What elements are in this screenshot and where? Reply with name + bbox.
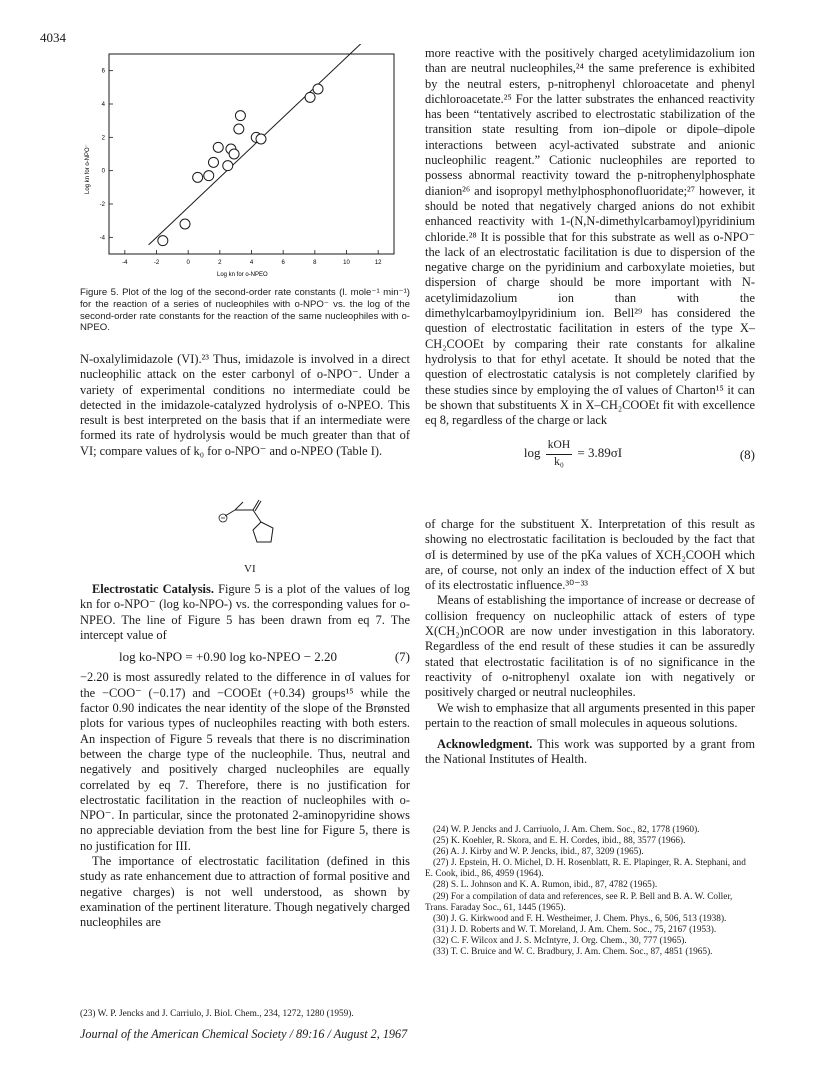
equation-number: (7) — [394, 649, 410, 665]
x-tick-label: 2 — [218, 260, 222, 266]
references-list — [425, 825, 755, 958]
y-tick-label: 2 — [101, 135, 105, 142]
plot-frame — [109, 54, 394, 254]
x-tick-label: 4 — [249, 260, 254, 266]
left-column-bottom — [80, 582, 410, 931]
footnote-23: (23) W. P. Jencks and J. Carriulo, J. Biol. Chem., 234, 1272, 1280 (1959). — [80, 1009, 354, 1019]
right-column-bottom — [425, 517, 755, 768]
x-tick-label: 10 — [343, 260, 350, 266]
x-tick-label: 12 — [374, 260, 382, 266]
ack-heading: Acknowledgment. — [437, 737, 533, 752]
ack-text: This work was supported by a grant from the National Institutes of Health. — [425, 737, 756, 767]
right-column-top — [425, 46, 755, 476]
page-number: 4034 — [40, 30, 66, 45]
data-point — [209, 157, 219, 167]
reference-item: (32) C. F. Wilcox and J. S. McIntyre, J. Org. Chem., 30, 777 (1965). — [433, 935, 687, 946]
data-point — [305, 92, 315, 102]
fraction-denominator: k₀ — [554, 455, 564, 468]
x-tick-label: 6 — [281, 260, 285, 266]
structure-label: VI — [244, 563, 256, 575]
data-point — [158, 236, 168, 246]
figure-caption: Figure 5. Plot of the log of the second-order rate constants (l. mole⁻¹ min⁻¹) for the reaction of a series of nucleophiles with o-NPO⁻ vs. the log of the second-order rate constants for the reaction of the same nucleophiles with o-NPEO. — [80, 287, 410, 334]
section-heading: Electrostatic Catalysis. — [92, 582, 214, 596]
equation-7 — [80, 649, 410, 664]
paragraph-text: Figure 5 is a plot of the values of log kn for o-NPO⁻ (log ko-NPO-) vs. the corresponding values for o-NPEO. The line of Figure 5 has been drawn from eq 7. The intercept value of — [80, 582, 410, 642]
x-tick-label: 0 — [186, 260, 190, 266]
paragraph: −2.20 is most assuredly related to the difference in σI values for the −COO⁻ (−0.17) and −COOEt (+0.34) groups¹⁵ while the factor 0.90 indicates the near identity of the slope of the Brønsted plots for various types of nucleophiles reacting with both esters. An inspection of Figure 5 reveals that there is no discrimination between the charge type of the nucleophile. Thus, neutral and negatively and positively charged nucleophiles are equally correlated by eq 7. Therefore, there is no justification for electrostatic facilitation in the reaction of nucleophiles with o-NPO⁻. In particular, since the protonated 2-aminopyridine shows no appreciable deviation from the best line for Figure 5, there is no justification for III. — [80, 670, 410, 853]
y-tick-label: 0 — [101, 168, 105, 175]
reference-item: (27) J. Epstein, H. O. Michel, D. H. Rosenblatt, R. E. Plapinger, R. A. Stephani, and E. Cook, ibid., 86, 4959 (1964). — [425, 858, 746, 880]
y-axis-label: Log kn for o-NPO⁻ — [85, 144, 91, 194]
y-tick-label: 4 — [101, 102, 105, 108]
structure-vi-diagram — [215, 494, 295, 562]
data-point — [213, 142, 223, 152]
equation-8 — [425, 438, 755, 470]
data-point — [229, 149, 239, 159]
reference-item: (24) W. P. Jencks and J. Carriuolo, J. Am. Chem. Soc., 82, 1778 (1960). — [433, 825, 700, 835]
equation-log: log — [523, 445, 541, 461]
paragraph: more reactive with the positively charged acetylimidazolium ion than are neutral nucleophiles,²⁴ the same preference is exhibited by the neutral esters, p-nitrophenyl chloroacetate and phenyl dichloroacetate.²⁵ For the latter substrates the enhanced reactivity has been “tentatively ascribed to electrostatic stabilization of the transition state resulting from ion–dipole or dipole–dipole interactions between acyl-activated substrate and anionic nucleophilic reagent.” Cationic nucleophiles are reported to possess abnormal reactivity toward the p-nitrophenylphosphate dianion²⁶ and isopropyl methylphosphonofluoridate;²⁷ however, it should be noted that negatively charged anions do not exhibit enhanced reactivity with 1-(N,N-dimethylcarbamoyl)pyridinium chloride.²⁸ It is possible that for this substrate as well as o-NPO⁻ the lack of an electrostatic facilitation is due to dispersion of the negative charge on the pyridinium and carboxylate moieties, but dispersion of charge should be more important with N-acetylimidazolium ion than with the dimethylcarbamoylpyridinium ion. Bell²⁹ has considered the question of electrostatic facilitation in esters of the type X–CH₂COOEt by comparing their rate constants for alkaline hydrolysis to that for ethyl acetate. It should be noted that the question of electrostatic catalysis is not completely clarified by these studies since by employing the σI values of Charton¹⁵ it can be shown that substituents X in X–CH₂COOEt fit with excellence eq 8, regardless of the charge or lack — [425, 46, 755, 428]
left-column-top — [80, 352, 410, 459]
reference-item: (30) J. G. Kirkwood and F. H. Westheimer, J. Chem. Phys., 6, 506, 513 (1938). — [433, 913, 727, 924]
equation-text: log ko-NPO = +0.90 log ko-NPEO − 2.20 — [118, 649, 338, 665]
x-tick-label: -4 — [122, 260, 128, 266]
data-point — [180, 219, 190, 229]
y-tick-label: 6 — [101, 68, 105, 75]
paragraph: Means of establishing the importance of increase or decrease of collision frequency on nucleophilic attack of esters of type X(CH₂)nCOOR are now under investigation in this laboratory. Regardless of the end result of these studies it can be assuredly stated that electrostatic facilitation is of no significance in the reactivity of o-nitrophenyl oxalate ion with negatively or positively charged or neutral nucleophiles. — [425, 593, 755, 700]
acknowledgment — [425, 737, 755, 768]
figure-5-scatter-plot — [77, 44, 407, 284]
y-tick-label: -4 — [99, 235, 105, 242]
equation-rhs: = 3.89σI — [577, 445, 623, 461]
paragraph — [80, 582, 410, 643]
x-tick-label: -2 — [153, 260, 160, 266]
reference-item: (26) A. J. Kirby and W. P. Jencks, ibid., 87, 3209 (1965). — [433, 847, 644, 858]
reference-item: (29) For a compilation of data and references, see R. P. Bell and B. A. W. Coller, Trans. Faraday Soc., 61, 1445 (1965). — [425, 891, 733, 913]
paragraph: The importance of electrostatic facilitation (defined in this study as rate enhancement due to attraction of formal positive and negative charges) is not well understood, as shown by examination of the pertinent literature. Though negatively charged nucleophiles are — [80, 854, 410, 930]
paragraph: We wish to emphasize that all arguments presented in this paper pertain to the reaction of small molecules in aqueous solutions. — [425, 700, 755, 730]
data-point — [234, 124, 244, 134]
paragraph: N-oxalylimidazole (VI).²³ Thus, imidazole is involved in a direct nucleophilic attack on the ester carbonyl of o-NPO⁻. Under a variety of experimental conditions no intermediate could be detected in the imidazole-catalyzed hydrolysis of o-NPEO. This result is best interpreted on the basis that if an intermediate were formed its rate of hydrolysis would be much greater than that of VI; compare values of k₀ for o-NPO⁻ and o-NPEO (Table I). — [80, 352, 410, 458]
reference-item: (28) S. L. Johnson and K. A. Rumon, ibid., 87, 4782 (1965). — [433, 880, 658, 891]
data-point — [235, 111, 245, 121]
data-point — [223, 161, 233, 171]
data-point — [313, 84, 323, 94]
journal-footer: Journal of the American Chemical Society / 89:16 / August 2, 1967 — [80, 1027, 408, 1041]
paragraph: of charge for the substituent X. Interpretation of this result as showing no electrostatic facilitation is beclouded by the fact that σI is determined by use of the pKa values of XCH₂COOH which are, of course, not only an index of the induction effect of X but of its electrostatic influence.³⁰⁻³³ — [425, 517, 755, 593]
data-point — [204, 171, 214, 181]
fraction-numerator: kOH — [546, 438, 572, 454]
equation-fraction — [546, 438, 572, 470]
reference-item: (33) T. C. Bruice and W. C. Bradbury, J. Am. Chem. Soc., 87, 4851 (1965). — [433, 947, 713, 958]
equation-number: (8) — [739, 446, 755, 462]
data-point — [193, 172, 203, 182]
data-point — [256, 134, 266, 144]
y-tick-label: -2 — [99, 202, 105, 208]
x-tick-label: 8 — [313, 260, 317, 266]
reference-item: (31) J. D. Roberts and W. T. Moreland, J. Am. Chem. Soc., 75, 2167 (1953). — [433, 924, 717, 935]
fit-line — [149, 44, 371, 245]
x-axis-label: Log kn for o-NPEO — [217, 272, 268, 278]
reference-item: (25) K. Koehler, R. Skora, and E. H. Cordes, ibid., 88, 3577 (1966). — [433, 836, 686, 847]
